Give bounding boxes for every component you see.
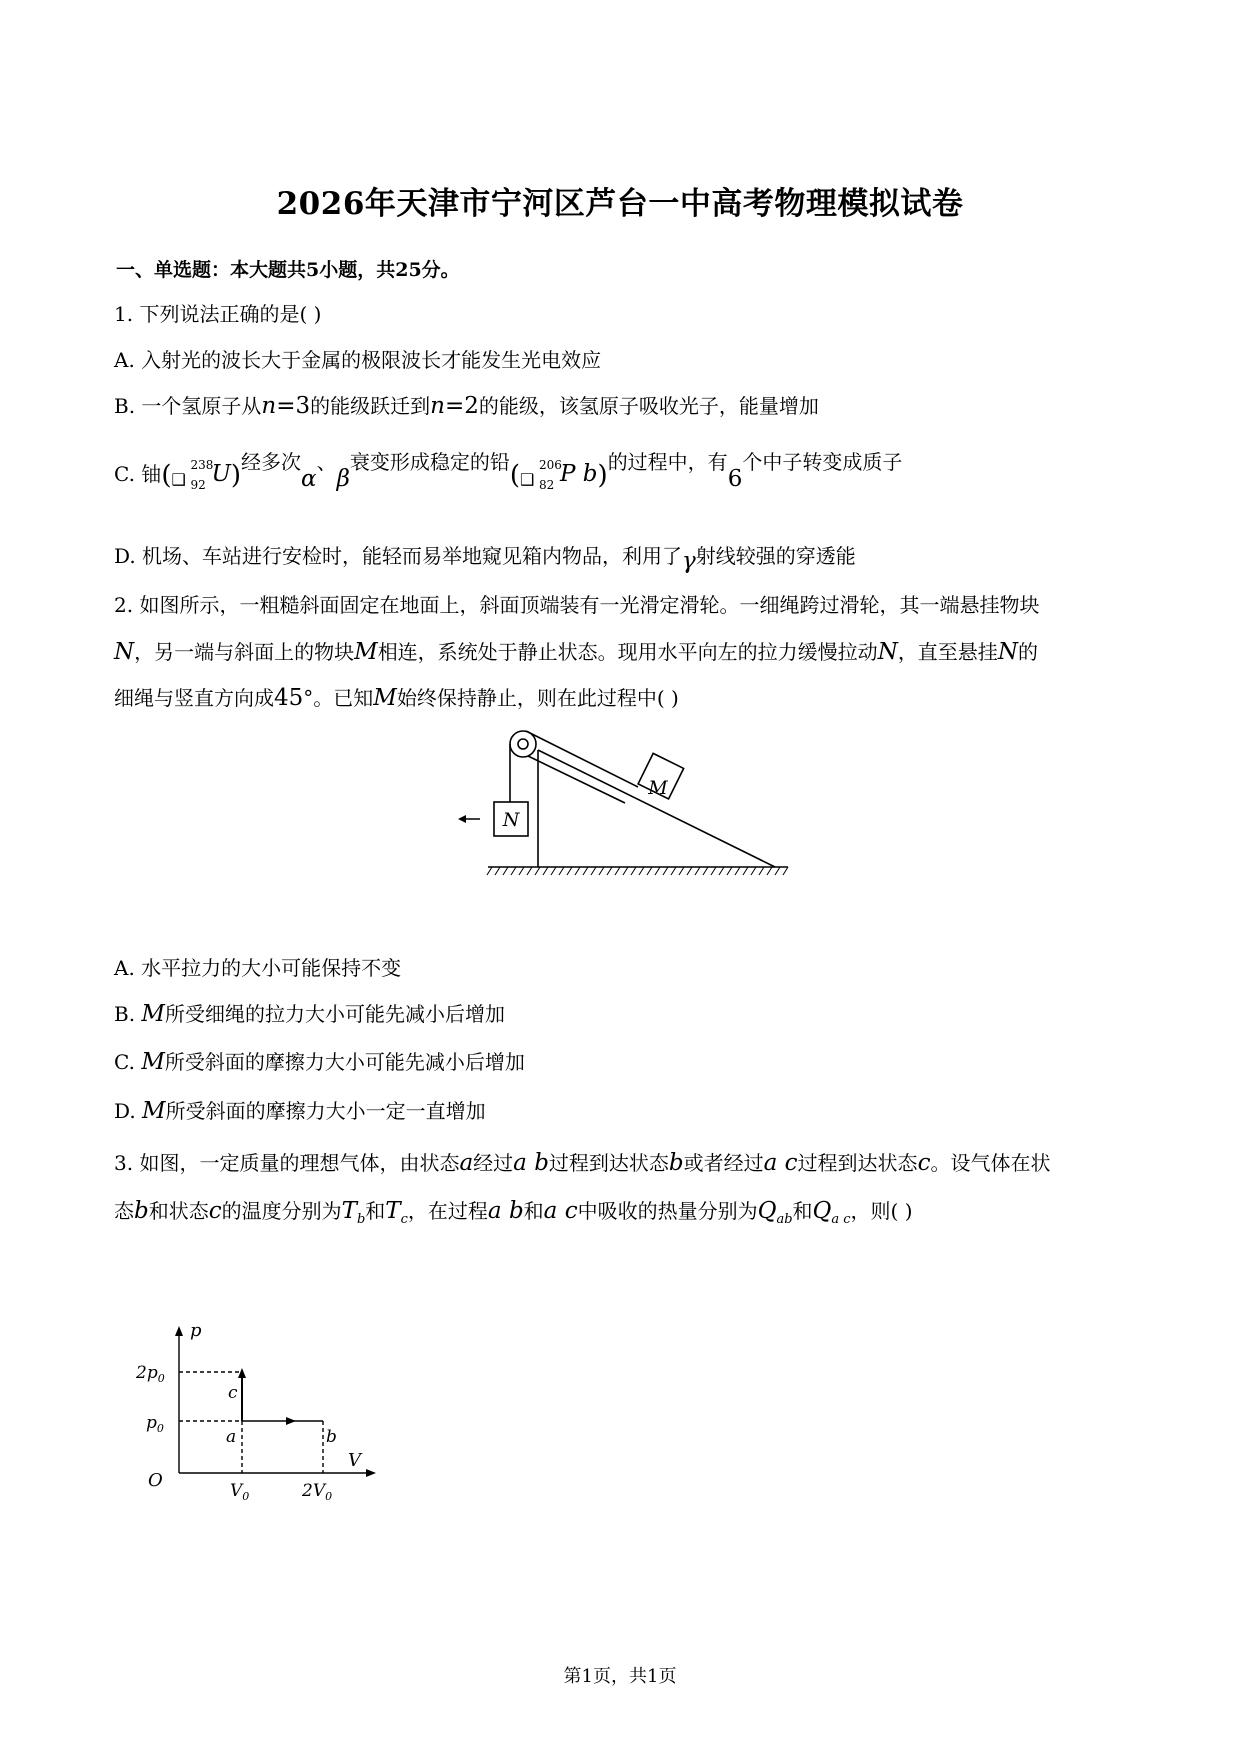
- math-a: a: [459, 1150, 474, 1176]
- tick-2p0: $2p_0$: [136, 1363, 165, 1385]
- label-M: M: [648, 777, 668, 799]
- lead-nuclide: [520, 457, 562, 492]
- math-n: n: [430, 393, 445, 419]
- text: 始终保持静止，则在此过程中( ): [396, 686, 679, 710]
- v-axis-arrow-icon: [366, 1469, 376, 1477]
- text: C.: [114, 1050, 142, 1074]
- text: 经多次: [241, 450, 302, 474]
- mass-number: 238: [190, 457, 214, 472]
- q1-option-a: A. 入射光的波长大于金属的极限波长才能发生光电效应: [114, 348, 602, 372]
- text: 和: [365, 1199, 386, 1223]
- math-b: b: [134, 1198, 149, 1224]
- p-axis-arrow-icon: [175, 1326, 183, 1336]
- subscript: c: [400, 1212, 408, 1227]
- text: 。已知: [313, 686, 374, 710]
- math-T: T: [385, 1198, 401, 1224]
- angle-value: 45: [274, 685, 304, 711]
- rope-to-M: [526, 731, 638, 787]
- q2-option-c: [114, 1046, 525, 1075]
- pulley-axle: [518, 739, 528, 749]
- tick-v0: $V_0$: [230, 1481, 250, 1503]
- text: 衰变形成稳定的铅: [349, 450, 510, 474]
- q2-option-b: [114, 998, 505, 1027]
- text: 所受斜面的摩擦力大小一定一直增加: [165, 1099, 486, 1123]
- placeholder-box-icon: ❑: [520, 469, 535, 489]
- text: 过程到达状态: [548, 1151, 669, 1175]
- atomic-number: 92: [190, 477, 206, 492]
- text: ，另一端与斜面上的物块: [134, 640, 355, 664]
- beta-symbol: β: [336, 466, 350, 492]
- subscript: b: [356, 1212, 366, 1227]
- math-c: c: [917, 1150, 931, 1176]
- subscript: a c: [831, 1212, 851, 1227]
- text: 3. 如图，一定质量的理想气体，由状态: [114, 1151, 460, 1175]
- text: 态: [114, 1199, 134, 1223]
- math-M: M: [142, 1098, 166, 1124]
- math-N: N: [877, 639, 898, 665]
- text: 所受斜面的摩擦力大小可能先减小后增加: [164, 1050, 525, 1074]
- math-Q: Q: [757, 1198, 777, 1224]
- paren-open: (: [509, 460, 521, 491]
- q2-option-a: A. 水平拉力的大小可能保持不变: [114, 956, 402, 980]
- text: 射线较强的穿透能: [695, 544, 856, 568]
- text: 的温度分别为: [221, 1199, 342, 1223]
- q1-option-c: [114, 450, 903, 492]
- q2-stem-line2: [114, 636, 1038, 665]
- incline-pulley-figure: [440, 720, 800, 880]
- text: 、: [316, 450, 337, 474]
- q2-stem-line3: [114, 682, 679, 711]
- math-M: M: [373, 685, 397, 711]
- math-M: M: [141, 1049, 165, 1075]
- math-b: b: [668, 1150, 684, 1176]
- mass-number: 206: [539, 457, 562, 472]
- text: ，则( ): [850, 1199, 913, 1223]
- element-symbol: U: [211, 461, 231, 487]
- text: D.: [114, 1099, 143, 1123]
- p-axis-label: p: [190, 1320, 202, 1341]
- point-a-label: a: [226, 1427, 237, 1447]
- q2-stem-line1: 2. 如图所示，一粗糙斜面固定在地面上，斜面顶端装有一光滑定滑轮。一细绳跨过滑轮，其一端悬挂物块: [114, 593, 1040, 617]
- text: ，直至悬挂: [897, 640, 998, 664]
- q1-option-b: [114, 390, 819, 419]
- text: ，在过程: [407, 1199, 488, 1223]
- q3-stem-line1: [114, 1147, 1050, 1176]
- text: 和状态: [148, 1199, 209, 1223]
- math-n: n: [261, 393, 277, 419]
- tick-p0: $p_0$: [146, 1413, 164, 1435]
- math-Q: Q: [812, 1198, 832, 1224]
- rope-lower: [528, 756, 625, 803]
- text: 过程到达状态: [797, 1151, 918, 1175]
- math-ac: a c: [543, 1198, 578, 1224]
- text: 的能级跃迁到: [310, 394, 431, 418]
- text: 的能级，该氢原子吸收光子，能量增加: [478, 394, 819, 418]
- gamma-symbol: γ: [682, 548, 696, 574]
- text: 个中子转变成质子: [742, 450, 903, 474]
- uranium-nuclide: [171, 457, 214, 492]
- text: 。设气体在状: [930, 1151, 1051, 1175]
- text: B.: [114, 1002, 142, 1026]
- paren-close: ): [230, 460, 242, 491]
- q2-option-d: [114, 1095, 486, 1124]
- label-N: N: [502, 809, 520, 831]
- math-c: c: [208, 1198, 222, 1224]
- ground-hatching: [487, 867, 788, 875]
- atomic-number: 82: [539, 477, 555, 492]
- alpha-symbol: α: [301, 466, 317, 492]
- point-b-label: b: [326, 1427, 337, 1447]
- number: 6: [727, 466, 743, 492]
- q3-stem-line2: [114, 1195, 913, 1227]
- point-c-label: c: [228, 1383, 238, 1403]
- math-ab: a b: [513, 1150, 549, 1176]
- text: 或者经过: [683, 1151, 764, 1175]
- text: 和: [523, 1199, 544, 1223]
- math-eq: =2: [444, 393, 479, 419]
- element-symbol: P b: [560, 461, 598, 487]
- text: 经过: [473, 1151, 514, 1175]
- ac-arrow-icon: [238, 1368, 246, 1378]
- section-heading: 一、单选题：本大题共5小题，共25分。: [116, 259, 460, 281]
- text: 和: [792, 1199, 813, 1223]
- text: 细绳与竖直方向成: [114, 686, 274, 710]
- tick-2v0: $2V_0$: [302, 1481, 333, 1503]
- paren-close: ): [597, 460, 608, 491]
- math-T: T: [341, 1198, 357, 1224]
- math-M: M: [354, 639, 378, 665]
- text: C. 铀: [114, 462, 162, 486]
- q1-option-d: [114, 540, 856, 574]
- math-N: N: [997, 639, 1018, 665]
- q1-stem: 1. 下列说法正确的是( ): [114, 302, 322, 326]
- paren-open: (: [161, 460, 172, 491]
- text: 所受细绳的拉力大小可能先减小后增加: [164, 1002, 505, 1026]
- placeholder-box-icon: ❑: [171, 469, 186, 489]
- text: 的: [1017, 640, 1038, 664]
- origin-label: O: [148, 1470, 163, 1491]
- math-eq: =3: [276, 393, 311, 419]
- ab-arrow-icon: [286, 1417, 296, 1425]
- math-ac: a c: [763, 1150, 798, 1176]
- math-ab: a b: [487, 1198, 524, 1224]
- text: 相连，系统处于静止状态。现用水平向左的拉力缓慢拉动: [377, 640, 878, 664]
- page-footer: 第1页，共1页: [563, 1666, 677, 1687]
- arrow-head-icon: [458, 815, 466, 823]
- subscript: ab: [776, 1212, 793, 1227]
- text: B. 一个氢原子从: [114, 394, 262, 418]
- page-title: 2026年天津市宁河区芦台一中高考物理模拟试卷: [276, 186, 964, 222]
- degree-symbol: °: [303, 686, 314, 710]
- math-N: N: [114, 639, 135, 665]
- text: D. 机场、车站进行安检时，能轻而易举地窥见箱内物品，利用了: [114, 544, 683, 568]
- text: 中吸收的热量分别为: [577, 1199, 758, 1223]
- math-M: M: [141, 1001, 165, 1027]
- pv-diagram: [130, 1316, 390, 1516]
- text: 的过程中，有: [607, 450, 728, 474]
- v-axis-label: V: [348, 1450, 361, 1471]
